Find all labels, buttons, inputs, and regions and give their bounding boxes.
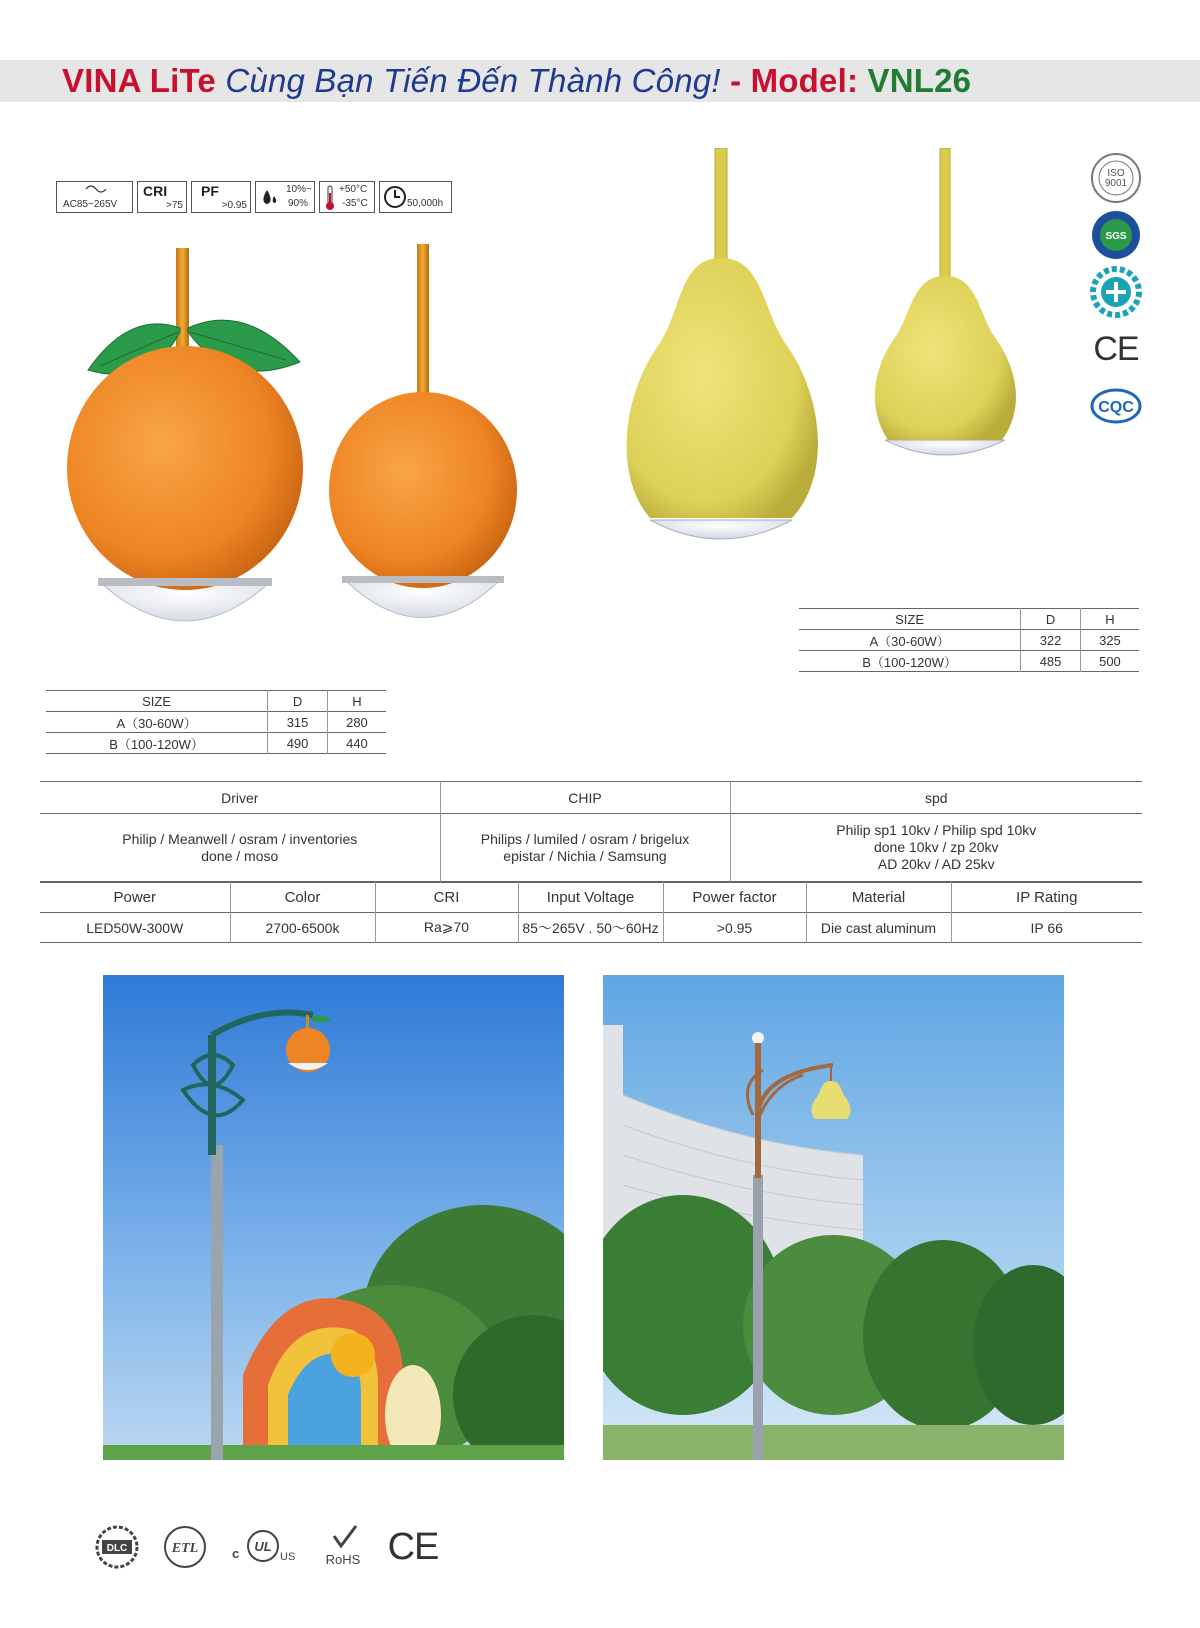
clock-icon (383, 185, 407, 212)
humidity-bottom: 90% (288, 198, 309, 209)
header-chip: CHIP (440, 782, 730, 814)
driver-line: Philip / Meanwell / osram / inventories (122, 830, 358, 847)
header-h: H (1080, 609, 1139, 630)
power-factor-value: >0.95 (663, 913, 806, 943)
header-power: Power (113, 889, 157, 906)
dlc-text: DLC (106, 1543, 128, 1554)
pear-lamp-installation-photo (603, 975, 1064, 1460)
sgs-icon (1090, 209, 1142, 261)
bottom-certifications (92, 1522, 438, 1572)
ce-bottom-icon (388, 1522, 438, 1572)
header-h: H (327, 691, 386, 712)
header-color: Color (230, 883, 375, 913)
pf-label: PF (201, 183, 219, 199)
cul-us-icon (228, 1522, 298, 1572)
pear-lamps-image (620, 148, 1060, 558)
cri-label: CRI (143, 183, 168, 199)
page-title (62, 62, 971, 100)
humidity-spec (255, 181, 315, 213)
table-cell: 440 (327, 733, 386, 754)
dlc-icon (92, 1522, 142, 1572)
chip-line: Philips / lumiled / osram / brigelux (480, 830, 690, 847)
color-value: 2700-6500k (230, 913, 375, 943)
header-power-factor: Power factor (663, 883, 806, 913)
chip-line: epistar / Nichia / Samsung (503, 847, 667, 864)
temp-top: +50°C (339, 184, 368, 195)
orange-size-table (46, 690, 386, 754)
orange-lamp-large (67, 248, 303, 621)
header-d: D (1021, 609, 1081, 630)
table-cell: 315 (268, 712, 328, 733)
size-table-header (799, 609, 1139, 630)
material-value: Die cast aluminum (806, 913, 951, 943)
header-spd: spd (730, 782, 1142, 814)
model-label: - Model: (730, 62, 859, 99)
temp-bottom: -35°C (342, 198, 368, 209)
header-input-voltage: Input Voltage (518, 883, 663, 913)
pf-spec (191, 181, 251, 213)
rohs-text: RoHS (325, 1552, 361, 1567)
driver-cell (40, 814, 440, 882)
side-certifications (1090, 152, 1146, 437)
cri-spec (137, 181, 187, 213)
pear-lamp-small (875, 148, 1016, 455)
table-cell: 485 (1021, 651, 1081, 672)
voltage-value: AC85~265V (63, 199, 118, 210)
chip-cell (440, 814, 730, 882)
driver-line: done / moso (201, 847, 279, 864)
spec-icon-strip (56, 181, 452, 213)
ce-text: CE (1093, 329, 1139, 368)
sine-wave-icon (85, 184, 107, 197)
model-code: VNL26 (867, 62, 972, 99)
header-d: D (268, 691, 328, 712)
ce-bottom-text: CE (387, 1525, 439, 1568)
iso-9001-icon (1090, 152, 1142, 204)
components-row (40, 814, 1142, 882)
brand-name: VINA LiTe (62, 62, 216, 99)
table-cell: B（100-120W） (862, 654, 957, 670)
input-voltage-value: 85～265V . 50～60Hz (518, 913, 663, 943)
cqc-icon (1090, 380, 1142, 432)
spd-cell (730, 814, 1142, 882)
table-cell: 500 (1080, 651, 1139, 672)
rohs-icon (316, 1522, 370, 1572)
table-row (799, 651, 1139, 672)
header-material: Material (806, 883, 951, 913)
header-ip-rating: IP Rating (951, 883, 1142, 913)
power-value: LED50W-300W (86, 919, 184, 936)
header-size: SIZE (142, 693, 172, 709)
specs-header (40, 883, 1142, 913)
ul-c-text: c (232, 1546, 240, 1561)
orange-lamp-small (329, 244, 517, 618)
pear-size-table (799, 608, 1139, 672)
table-row (46, 712, 386, 733)
specs-row (40, 913, 1142, 943)
ul-text: UL (254, 1539, 272, 1554)
pear-lamp-large (627, 148, 818, 539)
components-header (40, 782, 1142, 814)
sgs-text: SGS (1105, 231, 1127, 242)
table-cell: A（30-60W） (116, 715, 197, 731)
etl-text: ETL (171, 1541, 199, 1556)
ip-rating-value: IP 66 (951, 913, 1142, 943)
etl-icon (160, 1522, 210, 1572)
table-cell: B（100-120W） (109, 736, 204, 752)
spd-line: Philip sp1 10kv / Philip spd 10kv (836, 822, 1037, 838)
spd-line: AD 20kv / AD 25kv (877, 856, 995, 872)
spd-line: done 10kv / zp 20kv (873, 839, 999, 855)
header-size: SIZE (895, 611, 925, 627)
iso-number: 9001 (1104, 178, 1128, 189)
humidity-top: 10%~ (286, 184, 312, 195)
specs-table (40, 882, 1142, 943)
cqc-text: CQC (1098, 399, 1134, 416)
table-cell: 280 (327, 712, 386, 733)
orange-lamps-image (60, 240, 520, 680)
cri-value-cell: Ra⩾70 (375, 913, 518, 943)
ccc-gear-icon (1090, 266, 1142, 318)
table-cell: 322 (1021, 630, 1081, 651)
iso-text: ISO (1107, 168, 1125, 179)
size-table-header (46, 691, 386, 712)
header-cri: CRI (375, 883, 518, 913)
lifetime-value: 50,000h (407, 198, 444, 209)
ul-us-text: US (280, 1551, 296, 1563)
table-cell: A（30-60W） (869, 633, 950, 649)
cri-value: >75 (166, 200, 183, 211)
ce-icon (1090, 323, 1142, 375)
slogan: Cùng Bạn Tiến Đến Thành Công! (225, 62, 721, 99)
table-row (799, 630, 1139, 651)
voltage-spec (56, 181, 133, 213)
table-row (46, 733, 386, 754)
water-drop-icon (261, 188, 279, 211)
temperature-spec (319, 181, 375, 213)
table-cell: 325 (1080, 630, 1139, 651)
table-cell: 490 (268, 733, 328, 754)
header-driver: Driver (221, 789, 259, 806)
lifetime-spec (379, 181, 452, 213)
components-table (40, 781, 1142, 882)
orange-lamp-installation-photo (103, 975, 564, 1460)
thermometer-icon (324, 185, 336, 214)
pf-value: >0.95 (221, 200, 247, 211)
